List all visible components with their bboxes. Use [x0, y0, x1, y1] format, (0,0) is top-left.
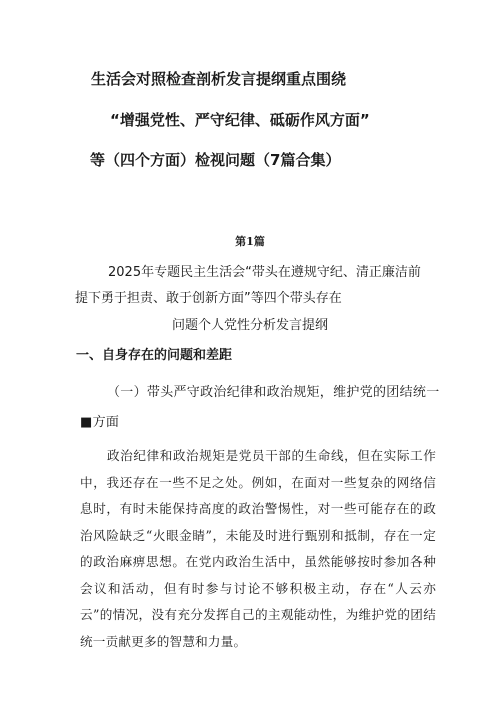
part-label: 第1篇: [235, 235, 265, 248]
subsection-heading: （一）带头严守政治纪律和政治规矩，维护党的团结统一■方面: [80, 385, 440, 430]
document-title-line-1: 生活会对照检查剖析发言提纲重点围绕: [91, 70, 347, 88]
document-title-line-3: 等（四个方面）检视问题（7篇合集）: [90, 151, 341, 169]
document-title-line-2: “增强党性、严守纪律、砥砺作风方面”: [110, 111, 370, 129]
article-title-line-1: 2025年专题民主生活会“带头在遵规守纪、清正廉洁前: [108, 265, 421, 280]
article-title-line-3: 问题个人党性分析发言提纲: [172, 318, 329, 333]
article-title-line-2: 提下勇于担责、敢于创新方面”等四个带头存在: [75, 291, 342, 306]
section-heading: 一、自身存在的问题和差距: [76, 348, 233, 363]
body-paragraph: 政治纪律和政治规矩是党员干部的生命线，但在实际工作中，我还存在一些不足之处。例如，在面对一些复杂的网络信息时，有时未能保持高度的政治警惕性，对一些可能存在的政治风险缺乏“火眼金睛”，未能及时进行甄别和抵制，存在一定的政治麻痹思想。在党内政治生活中，虽然能够按时参加各种会议和活动，但有时参与讨论不够积极主动，存在“人云亦云”的情况，没有充分发挥自己的主观能动性，为维护党的团结统一贡献更多的智慧和力量。: [80, 448, 436, 649]
